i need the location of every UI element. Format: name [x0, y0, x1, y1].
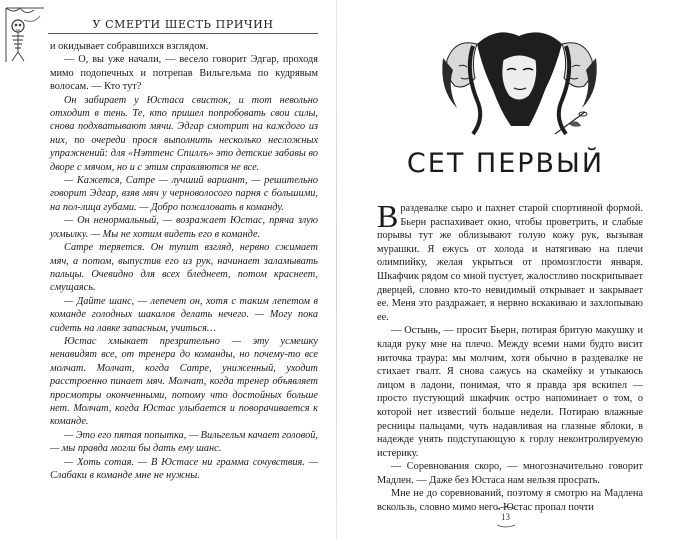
paragraph: — Соревнования скоро, — многозначительно говорит Мадлен. — Даже без Юстаса нам нельзя просрать.: [377, 461, 643, 486]
paragraph: — Это его пятая попытка, — Вильгельм качает головой, — мы правда могли бы дать ему шанс.: [50, 429, 318, 455]
running-head: У СМЕРТИ ШЕСТЬ ПРИЧИН: [92, 18, 274, 31]
right-page: [337, 0, 674, 539]
paragraph: — Он ненормальный, — возражает Юстас, пряча злую ухмылку. — Мы не хотим видеть его в команде.: [50, 215, 318, 240]
paragraph: — О, вы уже начали, — весело говорит Эдгар, проходя мимо подопечных и потрепав Вильгельма по кудрявым волосам. — Кто тут?: [50, 54, 318, 93]
paragraph: Сатре теряется. Он тупит взгляд, нервно сжимает мяч, а потом, выпустив его из рук, начинает заламывать пальцы. Очевидно для всех бледнеет, потом краснеет, смущаясь.: [50, 242, 318, 294]
first-paragraph: [377, 198, 643, 324]
paragraph: — Остынь, — просит Бьерн, потирая бритую макушку и кладя руку мне на плечо. Между всеми нами будто висит ниточка траура: мы молчим, хотя обычно в раздевалке не стихает гвалт. Я снова сажусь на скамейку и утыкаюсь лицом в ладони, понимая, что я правда зря вскипел — просто пустующий шкафчик остро напоминает о том, о которой нет известий больше недели. Потираю влажные ресницы пальцами, чуть надавливая на глазные яблоки, в надежде унять подступающую к горлу неконтролируемую истерику.: [377, 325, 643, 459]
paragraph: Он забирает у Юстаса свисток, и тот невольно отходит в тень. Те, кто пришел попробовать свои силы, снова подхватывают мячи. Эдгар смотрит на каждого из них, по очереди прося выполнить несколько несложных упражнений: для «Нэттенс Спиллъ» это детские забавы во дворе с мячом, но и с этим справляются не все.: [50, 94, 318, 173]
paragraph: — Кажется, Сатре — лучший вариант, — решительно говорит Эдгар, взяв мяч у черноволосого парня с большими, на пол-лица губами. — Добро пожаловать в команду.: [50, 175, 318, 213]
skeleton-corner-ornament: [4, 6, 46, 64]
left-body-text: [50, 40, 318, 482]
header-rule: [48, 33, 318, 34]
paragraph-text: раздевалке сыро и пахнет старой спортивной формой. Бьерн распахивает окно, чтобы проветрить, и слабые порывы тут же облизывают голую кожу рук, вызывая мурашки. Я ежусь от холода и натягиваю на плечи олимпийку, желая укрыться от промозглости января. Шкафчик рядом со мной пустует, жалостливо поскрипывает дверцей, словно кто-то невидимый открывает и закрывает ее. Меня это раздражает, я нервно вскакиваю и захлопываю ее.: [377, 203, 643, 323]
drop-cap: В: [377, 198, 399, 234]
paragraph: — Хоть сотая. — В Юстасе ни грамма сочувствия. — Слабаки в команде мне не нужны.: [50, 456, 318, 481]
right-body-text: [377, 198, 643, 515]
paragraph: — Дайте шанс, — лепечет он, хотя с таким лепетом в команде голодных шакалов делать нечего. — Могу пока сидеть на лавке запасным, учиться…: [50, 295, 318, 334]
paragraph: Мне не до соревнований, поэтому я смотрю на Мадлена вскользь, словно мимо него. Юстас пропал почти: [377, 488, 643, 514]
chapter-title: СЕТ ПЕРВЫЙ: [406, 148, 605, 179]
paragraph: и окидывает собравшихся взглядом.: [50, 41, 209, 52]
paragraph: Юстас хмыкает презрительно — эту усмешку ненавидят все, от тренера до команды, но почему-то все молчат. Молчат, когда Сатре, униженный, уходит расстроенно пинает мяч. Молчат, когда тренер объявляет просмотры оконченными, потому что достойных больше нет. Молчат, когда Юстас улыбается и поворачивается к команде.: [50, 335, 318, 428]
page-number: 13: [501, 512, 510, 522]
three-faces-illustration: [437, 30, 602, 142]
